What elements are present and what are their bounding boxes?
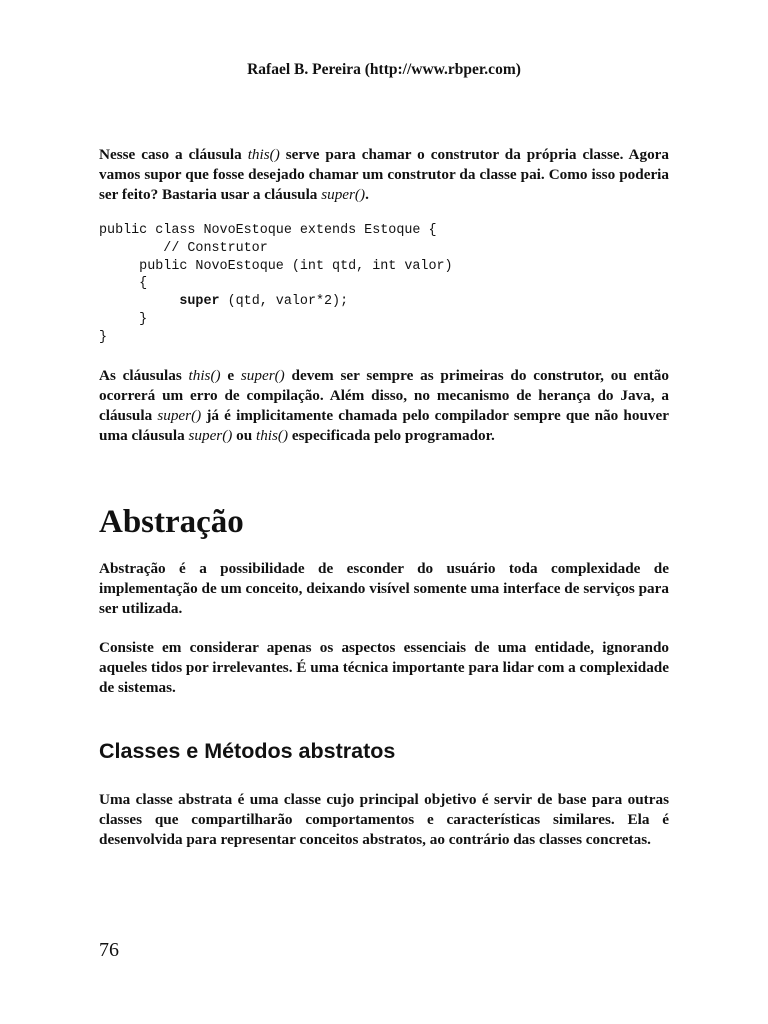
code-term-super: super() bbox=[240, 367, 285, 384]
page-number: 76 bbox=[99, 939, 119, 961]
text: . bbox=[365, 186, 369, 203]
paragraph-abstract-class: Uma classe abstrata é uma classe cujo principal objetivo é servir de base para outras classes que compartilharão comportamentos e características similares. Ela é desenvolvida para representar conceitos abstratos, ao contrário das classes concretas. bbox=[99, 791, 669, 848]
text: Nesse caso a cláusula bbox=[99, 146, 248, 163]
subsection-heading: Classes e Métodos abstratos bbox=[99, 739, 396, 763]
code-term-super: super() bbox=[321, 186, 366, 203]
section-heading: Abstração bbox=[99, 504, 244, 540]
code-line: { bbox=[99, 276, 148, 292]
code-line: } bbox=[99, 311, 148, 327]
code-line: // Construtor bbox=[99, 240, 268, 256]
paragraph-abstraction-essence: Consiste em considerar apenas os aspectos essenciais de uma entidade, ignorando aqueles tidos por irrelevantes. É uma técnica importante para lidar com a complexidade de sistemas. bbox=[99, 639, 669, 696]
code-term-this: this() bbox=[247, 146, 280, 163]
code-term-super: super() bbox=[188, 427, 233, 444]
running-head: Rafael B. Pereira (http://www.rbper.com) bbox=[247, 61, 521, 78]
code-line: public class NovoEstoque extends Estoque { bbox=[99, 223, 437, 238]
code-term-this: this() bbox=[255, 427, 289, 444]
text: As cláusulas bbox=[99, 367, 189, 384]
code-line: (qtd, valor*2); bbox=[219, 294, 349, 310]
paragraph-clauses-rules bbox=[99, 366, 669, 446]
code-indent bbox=[99, 294, 179, 309]
text: especificada pelo programador. bbox=[288, 427, 495, 444]
code-keyword-super: super bbox=[179, 294, 220, 310]
code-line: public NovoEstoque (int qtd, int valor) bbox=[99, 258, 453, 274]
text: e bbox=[220, 367, 241, 384]
paragraph-abstraction-definition: Abstração é a possibilidade de esconder do usuário toda complexidade de implementação de um conceito, deixando visível somente uma interface de serviços para ser utilizada. bbox=[99, 560, 669, 617]
text: devem ser sempre as primeiras do construtor, ou então ocorrerá um erro de compilação. Além disso, no mecanismo de herança do Java, a cláusula bbox=[99, 367, 669, 424]
code-block bbox=[99, 222, 453, 347]
code-line: } bbox=[99, 329, 108, 345]
code-term-super: super() bbox=[157, 407, 202, 424]
text: ou bbox=[232, 427, 256, 444]
text: já é implicitamente chamada pelo compilador sempre que não houver uma cláusula bbox=[99, 407, 669, 444]
paragraph-this-clause bbox=[99, 145, 669, 205]
code-term-this: this() bbox=[188, 367, 221, 384]
text: serve para chamar o construtor da própria classe. Agora vamos supor que fosse desejado chamar um construtor da classe pai. Como isso poderia ser feito? Bastaria usar a cláusula bbox=[99, 146, 669, 203]
